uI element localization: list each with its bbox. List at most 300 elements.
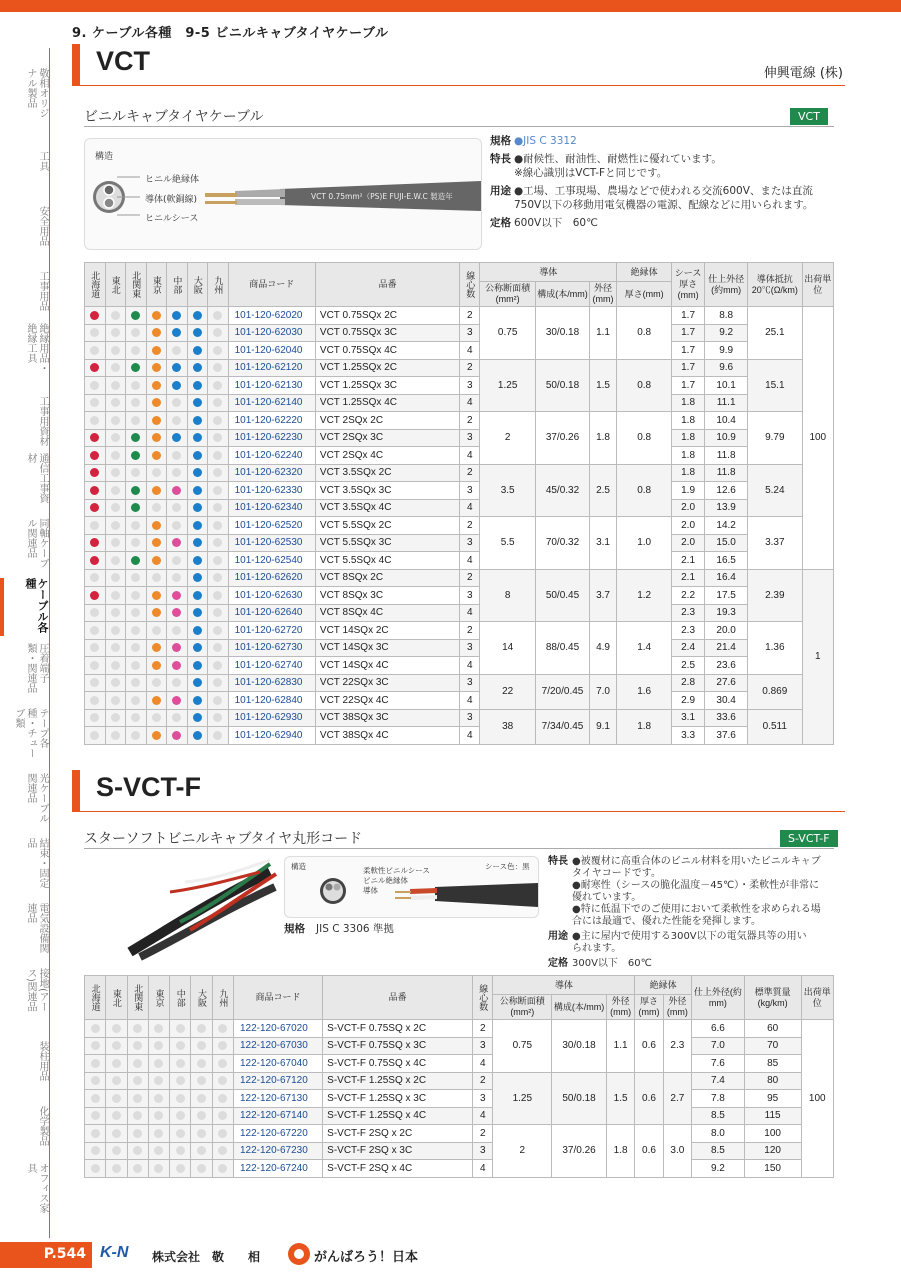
stock-dot xyxy=(213,731,222,740)
stock-cell xyxy=(85,1090,106,1108)
stock-cell xyxy=(146,412,167,430)
sheath-thickness: 2.8 xyxy=(671,674,704,692)
stock-dot xyxy=(172,311,181,320)
product-name: S-VCT-F 2SQ x 4C xyxy=(323,1160,473,1178)
table-row xyxy=(85,604,834,622)
finish-od: 8.5 xyxy=(692,1142,745,1160)
finish-od: 9.6 xyxy=(705,359,748,377)
od-header: 外径(mm) xyxy=(589,282,617,307)
stock-dot xyxy=(111,311,120,320)
sidebar-tab[interactable]: 電気設備関連品 xyxy=(25,903,48,953)
core-count: 2 xyxy=(460,622,480,640)
stock-dot xyxy=(172,713,181,722)
stock-dot xyxy=(91,1024,100,1033)
stock-dot xyxy=(197,1094,206,1103)
stock-cell xyxy=(167,709,188,727)
stock-dot xyxy=(112,1024,121,1033)
finish-od: 8.0 xyxy=(692,1125,745,1143)
spec-value: ※線心識別はVCT-Fと同じです。 xyxy=(514,167,668,179)
stock-dot xyxy=(90,573,99,582)
cable-print-text: VCT 0.75mm²（PS)E FUJI-E.W.C 製造年 xyxy=(311,192,453,201)
finish-od: 23.6 xyxy=(705,657,748,675)
spec-key: 定格 xyxy=(548,958,568,969)
stock-dot xyxy=(91,1041,100,1050)
stock-cell xyxy=(85,429,106,447)
stock-dot xyxy=(172,346,181,355)
stock-dot xyxy=(131,346,140,355)
stock-dot xyxy=(90,678,99,687)
stock-cell xyxy=(85,622,106,640)
stock-cell xyxy=(187,657,208,675)
stock-dot xyxy=(131,731,140,740)
stock-cell xyxy=(105,324,126,342)
ins-thickness: 1.6 xyxy=(617,674,672,709)
stock-dot xyxy=(197,1164,206,1173)
sidebar-tab[interactable]: 絶縁用品・絶縁工具 xyxy=(25,323,48,373)
stock-dot xyxy=(213,643,222,652)
stock-cell xyxy=(187,622,208,640)
sheath-thickness: 1.7 xyxy=(671,359,704,377)
kn-logo: K-N xyxy=(100,1244,129,1261)
stock-cell xyxy=(187,709,208,727)
stock-dot xyxy=(90,346,99,355)
stock-dot xyxy=(152,678,161,687)
stock-cell xyxy=(167,307,188,325)
stock-cell xyxy=(187,587,208,605)
stock-dot xyxy=(111,608,120,617)
stock-dot xyxy=(152,696,161,705)
table-row xyxy=(85,464,834,482)
stock-dot xyxy=(193,398,202,407)
sidebar-tab[interactable]: 通信工事資材 xyxy=(25,453,48,503)
region-header: 九州 xyxy=(212,976,233,1020)
sheath-thickness: 2.3 xyxy=(671,622,704,640)
cond-od: 1.8 xyxy=(589,412,617,465)
stock-dot xyxy=(133,1024,142,1033)
sidebar-tab[interactable]: 同軸ケーブル関連品 xyxy=(25,518,48,568)
sidebar-tab[interactable]: 圧着端子類・関連品 xyxy=(25,643,48,693)
stock-dot xyxy=(90,626,99,635)
sheath-thickness: 2.5 xyxy=(671,657,704,675)
finish-od: 30.4 xyxy=(705,692,748,710)
finish-od-header: 仕上外径(約mm) xyxy=(692,976,745,1020)
sheath-thickness: 1.7 xyxy=(671,377,704,395)
sheath-thickness: 2.4 xyxy=(671,639,704,657)
stock-dot xyxy=(152,363,161,372)
spec-value: 300V以下 60℃ xyxy=(572,958,652,969)
table-row xyxy=(85,552,834,570)
finish-od: 10.4 xyxy=(705,412,748,430)
stock-cell xyxy=(187,324,208,342)
stock-dot xyxy=(193,468,202,477)
sidebar-tab[interactable]: 敬相オリジナル製品 xyxy=(25,68,48,118)
product-code: 101-120-62220 xyxy=(228,412,315,430)
stock-cell xyxy=(191,1160,212,1178)
stock-cell xyxy=(208,639,229,657)
table-row xyxy=(85,324,834,342)
product-code: 101-120-62030 xyxy=(228,324,315,342)
cond-area: 0.75 xyxy=(493,1020,552,1073)
stock-cell xyxy=(146,639,167,657)
sidebar-tab[interactable]: 工具 xyxy=(37,151,48,171)
svctf-specs xyxy=(548,856,821,970)
stock-cell xyxy=(126,324,147,342)
stock-dot xyxy=(111,398,120,407)
core-count: 3 xyxy=(460,429,480,447)
stock-dot xyxy=(218,1024,227,1033)
spec-value-block xyxy=(572,856,821,928)
stock-dot xyxy=(213,696,222,705)
stock-cell xyxy=(146,307,167,325)
stock-cell xyxy=(167,534,188,552)
stock-dot xyxy=(154,1059,163,1068)
sheath-thickness: 3.1 xyxy=(671,709,704,727)
table-row xyxy=(85,727,834,745)
stock-dot xyxy=(131,626,140,635)
stock-dot xyxy=(193,311,202,320)
region-header: 東北 xyxy=(106,976,127,1020)
stock-cell xyxy=(146,727,167,745)
stock-cell xyxy=(126,622,147,640)
ins-od: 2.7 xyxy=(663,1072,691,1125)
product-code: 101-120-62730 xyxy=(228,639,315,657)
stock-dot xyxy=(154,1041,163,1050)
stock-dot xyxy=(152,661,161,670)
vct-subtitle: ビニルキャブタイヤケーブル xyxy=(84,109,264,125)
vct-section-header xyxy=(72,44,845,86)
stock-dot xyxy=(213,468,222,477)
stock-cell xyxy=(105,534,126,552)
sidebar-tab[interactable]: テープ各種・チューブ類 xyxy=(13,708,48,758)
stock-cell xyxy=(146,517,167,535)
cond-comp: 45/0.32 xyxy=(536,464,589,517)
sidebar-tab[interactable]: 安全用品 xyxy=(37,206,48,246)
stock-cell xyxy=(170,1055,191,1073)
stock-dot xyxy=(193,416,202,425)
stock-cell xyxy=(85,1037,106,1055)
finish-od: 9.2 xyxy=(692,1160,745,1178)
structure-label: 構造 xyxy=(95,152,114,162)
stock-dot xyxy=(133,1076,142,1085)
stock-dot xyxy=(152,416,161,425)
finish-od: 9.9 xyxy=(705,342,748,360)
sidebar-tab[interactable]: 化学製品 xyxy=(37,1106,48,1146)
cond-area: 22 xyxy=(480,674,536,709)
divider xyxy=(84,126,834,127)
stock-dot xyxy=(131,678,140,687)
stock-cell xyxy=(148,1125,169,1143)
stock-dot xyxy=(152,521,161,530)
product-code: 122-120-67120 xyxy=(233,1072,322,1090)
stock-dot xyxy=(91,1146,100,1155)
ship-unit-header: 出荷単位 xyxy=(802,263,833,307)
stock-dot xyxy=(193,486,202,495)
stock-cell xyxy=(85,342,106,360)
stock-cell xyxy=(167,464,188,482)
stock-dot xyxy=(111,538,120,547)
sidebar-tab[interactable]: 工事用資材 xyxy=(37,396,48,446)
stock-dot xyxy=(90,486,99,495)
conductor-header: 導体 xyxy=(480,263,617,282)
cond-area: 38 xyxy=(480,709,536,744)
stock-cell xyxy=(85,482,106,500)
spec-value: 優れています。 xyxy=(572,892,642,903)
finish-od: 11.8 xyxy=(705,447,748,465)
region-header: 九州 xyxy=(208,263,229,307)
core-count: 4 xyxy=(473,1107,493,1125)
stock-dot xyxy=(218,1146,227,1155)
product-code: 101-120-62930 xyxy=(228,709,315,727)
product-name: S-VCT-F 1.25SQ x 2C xyxy=(323,1072,473,1090)
stock-dot xyxy=(193,626,202,635)
stock-dot xyxy=(176,1041,185,1050)
stock-dot xyxy=(176,1164,185,1173)
stock-cell xyxy=(148,1037,169,1055)
stock-dot xyxy=(90,591,99,600)
stock-dot xyxy=(213,538,222,547)
stock-dot xyxy=(111,556,120,565)
region-header: 北海道 xyxy=(85,263,106,307)
stock-dot xyxy=(218,1129,227,1138)
core-count: 4 xyxy=(473,1055,493,1073)
stock-cell xyxy=(212,1125,233,1143)
stock-cell xyxy=(85,1072,106,1090)
stock-dot xyxy=(111,468,120,477)
stock-cell xyxy=(105,569,126,587)
stock-cell xyxy=(126,727,147,745)
vct-title: VCT xyxy=(96,46,150,76)
stock-cell xyxy=(146,482,167,500)
table-row xyxy=(85,692,834,710)
sidebar-tab[interactable]: 接地(アース)関連品 xyxy=(25,968,48,1012)
stock-dot xyxy=(152,626,161,635)
finish-od: 9.2 xyxy=(705,324,748,342)
core-count: 3 xyxy=(473,1090,493,1108)
weight: 100 xyxy=(744,1125,801,1143)
stock-dot xyxy=(111,626,120,635)
stock-dot xyxy=(172,696,181,705)
sidebar-tab[interactable]: 装柱用品 xyxy=(37,1041,48,1081)
stock-dot xyxy=(172,643,181,652)
cond-od: 9.1 xyxy=(589,709,617,744)
sidebar-tab[interactable]: ケーブル各種 xyxy=(0,578,48,636)
stock-cell xyxy=(105,622,126,640)
stock-cell xyxy=(212,1107,233,1125)
stock-dot xyxy=(90,731,99,740)
stock-dot xyxy=(111,328,120,337)
comp-header: 構成(本/mm) xyxy=(552,995,607,1020)
stock-cell xyxy=(170,1107,191,1125)
sidebar-tab[interactable]: 光ケーブル関連品 xyxy=(25,773,48,823)
resistance: 1.36 xyxy=(748,622,803,675)
stock-cell xyxy=(191,1125,212,1143)
cond-area: 1.25 xyxy=(493,1072,552,1125)
product-code: 122-120-67030 xyxy=(233,1037,322,1055)
product-code: 122-120-67240 xyxy=(233,1160,322,1178)
stock-dot xyxy=(131,398,140,407)
stock-dot xyxy=(131,538,140,547)
ins-od: 2.3 xyxy=(663,1020,691,1073)
table-row xyxy=(85,517,834,535)
core-count: 3 xyxy=(473,1142,493,1160)
stock-cell xyxy=(167,587,188,605)
sheath-color-note: シース色：黒 xyxy=(485,862,530,871)
ins-od: 3.0 xyxy=(663,1125,691,1178)
product-name: VCT 14SQx 2C xyxy=(315,622,460,640)
stock-dot xyxy=(152,433,161,442)
stock-cell xyxy=(105,639,126,657)
product-code: 101-120-62740 xyxy=(228,657,315,675)
stock-cell xyxy=(148,1142,169,1160)
spec-value: ●耐候性、耐油性、耐燃性に優れています。 xyxy=(514,153,722,165)
stock-cell xyxy=(105,429,126,447)
core-count: 4 xyxy=(460,552,480,570)
stock-cell xyxy=(126,639,147,657)
stock-cell xyxy=(126,447,147,465)
sidebar-tab[interactable]: 工事用品 xyxy=(37,271,48,311)
stock-cell xyxy=(127,1107,148,1125)
resistance: 25.1 xyxy=(748,307,803,360)
product-name: VCT 5.5SQx 3C xyxy=(315,534,460,552)
footer xyxy=(0,1238,901,1280)
stock-dot xyxy=(133,1041,142,1050)
stock-dot xyxy=(197,1129,206,1138)
stock-dot xyxy=(213,503,222,512)
table-row xyxy=(85,1160,834,1178)
region-header: 大阪 xyxy=(187,263,208,307)
stock-cell xyxy=(170,1160,191,1178)
stock-dot xyxy=(172,503,181,512)
core-count: 3 xyxy=(460,587,480,605)
stock-cell xyxy=(167,727,188,745)
header-row xyxy=(85,263,834,282)
stock-cell xyxy=(127,1037,148,1055)
structure-part: ビニル絶縁体 xyxy=(363,876,408,885)
stock-dot xyxy=(111,503,120,512)
ins-thickness: 0.6 xyxy=(635,1020,663,1073)
stock-cell xyxy=(105,552,126,570)
stock-cell xyxy=(106,1125,127,1143)
product-code: 101-120-62630 xyxy=(228,587,315,605)
stock-cell xyxy=(208,342,229,360)
stock-cell xyxy=(126,709,147,727)
product-name: VCT 0.75SQx 4C xyxy=(315,342,460,360)
spec-value: ●工場、工事現場、農場などで使われる交流600V、または直流 xyxy=(514,185,813,197)
stock-dot xyxy=(213,591,222,600)
stock-dot xyxy=(193,643,202,652)
table-row xyxy=(85,307,834,325)
stock-dot xyxy=(176,1076,185,1085)
stock-cell xyxy=(167,324,188,342)
stock-dot xyxy=(112,1059,121,1068)
stock-dot xyxy=(213,626,222,635)
finish-od: 16.5 xyxy=(705,552,748,570)
sheath-thickness: 1.8 xyxy=(671,464,704,482)
table-row xyxy=(85,499,834,517)
table-row xyxy=(85,447,834,465)
core-count: 2 xyxy=(460,569,480,587)
stock-cell xyxy=(170,1020,191,1038)
sheath-thickness: 1.8 xyxy=(671,394,704,412)
structure-part: ヒニルシース xyxy=(145,214,199,224)
stock-cell xyxy=(191,1090,212,1108)
stock-cell xyxy=(105,412,126,430)
stock-dot xyxy=(193,573,202,582)
ship-unit-header: 出荷単位 xyxy=(801,976,834,1020)
stock-dot xyxy=(172,678,181,687)
stock-cell xyxy=(167,499,188,517)
stock-cell xyxy=(208,604,229,622)
stock-cell xyxy=(85,569,106,587)
sheath-thickness: 2.1 xyxy=(671,552,704,570)
cond-comp: 7/20/0.45 xyxy=(536,674,589,709)
sidebar-tab[interactable]: 結束・固定品 xyxy=(25,838,48,888)
stock-cell xyxy=(106,1090,127,1108)
stock-cell xyxy=(187,604,208,622)
cond-od: 2.5 xyxy=(589,464,617,517)
stock-cell xyxy=(85,359,106,377)
stock-cell xyxy=(187,429,208,447)
cond-area: 14 xyxy=(480,622,536,675)
stock-cell xyxy=(187,377,208,395)
stock-cell xyxy=(208,674,229,692)
stock-cell xyxy=(146,429,167,447)
stock-cell xyxy=(105,604,126,622)
stock-dot xyxy=(90,556,99,565)
finish-od: 27.6 xyxy=(705,674,748,692)
cond-comp: 30/0.18 xyxy=(552,1020,607,1073)
stock-dot xyxy=(218,1164,227,1173)
stock-dot xyxy=(90,311,99,320)
table-row xyxy=(85,569,834,587)
stock-cell xyxy=(85,324,106,342)
ins-thickness: 0.6 xyxy=(635,1072,663,1125)
stock-cell xyxy=(105,377,126,395)
page-number: P.544 xyxy=(0,1242,92,1268)
stock-dot xyxy=(111,486,120,495)
core-count: 3 xyxy=(460,534,480,552)
svctf-product-table xyxy=(84,975,834,1178)
product-code: 122-120-67230 xyxy=(233,1142,322,1160)
stock-cell xyxy=(106,1142,127,1160)
finish-od: 7.8 xyxy=(692,1090,745,1108)
stock-dot xyxy=(152,643,161,652)
resistance: 0.869 xyxy=(748,674,803,709)
stock-cell xyxy=(212,1055,233,1073)
svctf-section-header xyxy=(72,770,845,812)
table-row xyxy=(85,1142,834,1160)
structure-part: 柔軟性ビニルシース xyxy=(363,866,430,875)
finish-od-header: 仕上外径(約mm) xyxy=(705,263,748,307)
stock-cell xyxy=(191,1072,212,1090)
stock-cell xyxy=(167,552,188,570)
product-code: 101-120-62840 xyxy=(228,692,315,710)
stock-cell xyxy=(167,692,188,710)
sidebar-tab[interactable]: オフィス家具 xyxy=(25,1163,48,1213)
stock-cell xyxy=(105,307,126,325)
product-name: VCT 0.75SQx 3C xyxy=(315,324,460,342)
svctf-badge: S-VCT-F xyxy=(780,830,838,847)
table-row xyxy=(85,482,834,500)
stock-dot xyxy=(112,1146,121,1155)
stock-cell xyxy=(208,534,229,552)
stock-cell xyxy=(127,1072,148,1090)
stock-dot xyxy=(152,573,161,582)
product-code: 101-120-62830 xyxy=(228,674,315,692)
spec-key: 用途 xyxy=(548,931,568,942)
stock-cell xyxy=(187,534,208,552)
stock-dot xyxy=(111,573,120,582)
